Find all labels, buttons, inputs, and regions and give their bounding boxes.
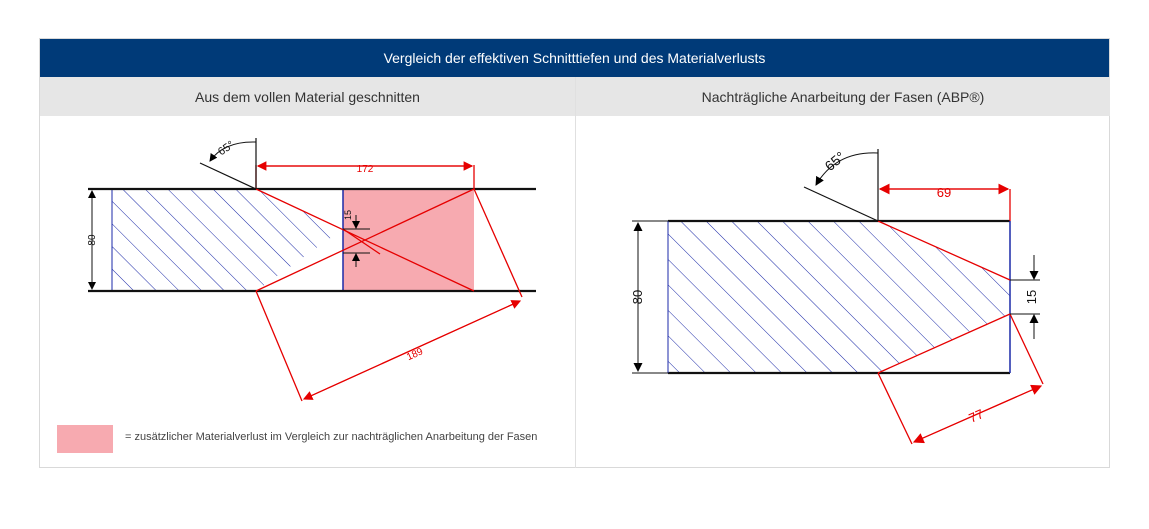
right-column-header: Nachträgliche Anarbeitung der Fasen (ABP®) [576,77,1110,116]
right-diagram [40,39,1111,469]
dim-15-label: 15 [343,209,353,221]
dim-80-label: 80 [87,234,98,246]
legend-swatch [57,425,113,453]
legend-text: = zusätzlicher Materialverlust im Vergleich zur nachträglichen Anarbeitung der Fasen [125,431,538,443]
angle-65-label: 65° [216,138,237,159]
comparison-panel [39,38,1110,468]
dim-77-label: 77 [966,406,986,426]
material-hatch-right [668,221,1010,373]
dim-69-label: 69 [936,185,952,200]
panel-title: Vergleich der effektiven Schnitttiefen und des Materialverlusts [40,39,1109,77]
left-column-header: Aus dem vollen Material geschnitten [40,77,575,116]
dim-172-label: 172 [356,164,374,175]
dim-80-label-right: 80 [630,289,645,305]
dim-15-label-right: 15 [1024,289,1039,305]
dim-189-label: 189 [405,346,425,364]
angle-65-label-right: 65° [821,148,849,175]
